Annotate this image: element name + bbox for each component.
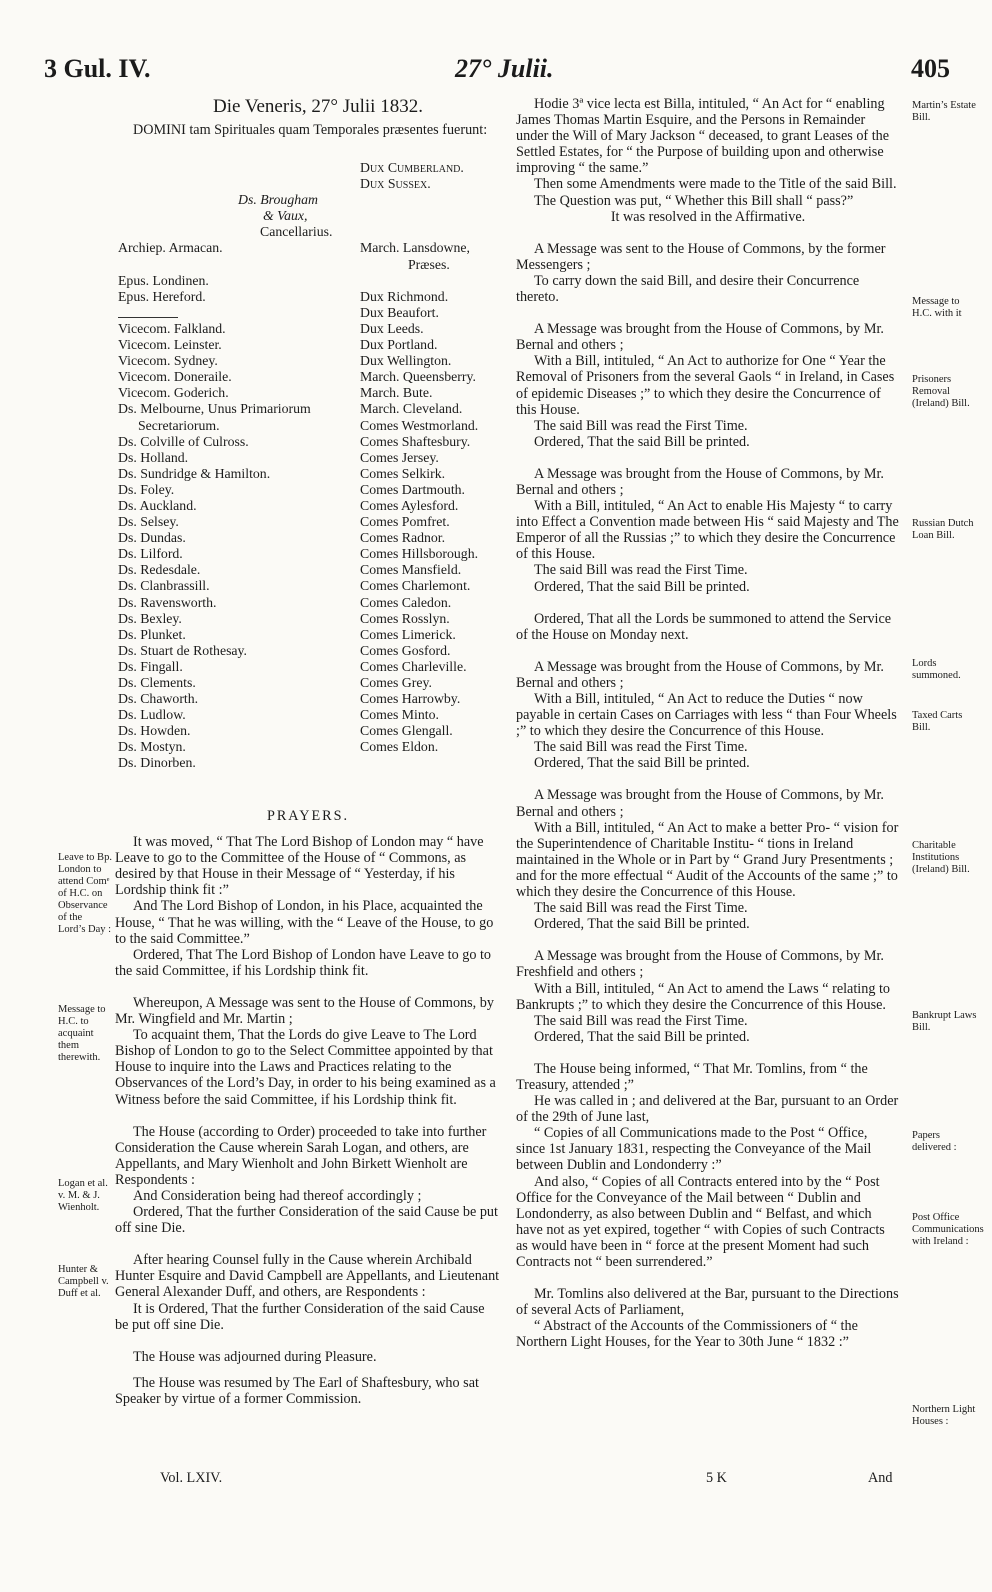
margin-note-taxed-carts: Taxed Carts Bill. bbox=[912, 710, 963, 733]
lord-top-1: Dux Cumberland. bbox=[360, 160, 464, 175]
lord-left: Ds. Selsey. bbox=[118, 514, 179, 530]
lord-right: March. Cleveland. bbox=[360, 401, 463, 417]
para-copies-contracts: And also, “ Copies of all Contracts entered into by the “ Post Office for the Conveyance of the Mail between “ Dublin and Londonderry, as also between Dublin and “ Belfast, and which have not as yet expired, together “ with Copies of such Contracts as would have been in “ force at the present Moment had such Contracts not “ been surrendered.” bbox=[516, 1173, 885, 1270]
lord-right: Comes Aylesford. bbox=[360, 497, 459, 513]
margin-note-charitable: Charitable Institutions (Ireland) Bill. bbox=[912, 840, 970, 875]
lord-left: Ds. Chaworth. bbox=[118, 691, 199, 707]
lord-left: Ds. Redesdale. bbox=[118, 562, 201, 578]
lord-left: Ds. Bexley. bbox=[118, 610, 182, 626]
para-martin-bill: Hodie 3ª vice lecta est Billa, intituled, “ An Act for “ enabling James Thomas Martin Esquire, and the Persons in Remainder under the Will of Mary Jackson “ deceased, to grant Leases of the Settled Estates, for “ the Purpose of building upon and otherwise improving “ the same.” bbox=[516, 96, 890, 177]
para-first-time-5: The said Bill was read the First Time. bbox=[534, 1012, 748, 1029]
lord-right: Comes Harrowby. bbox=[360, 691, 461, 707]
lord-right: March. Bute. bbox=[360, 385, 433, 401]
para-question-put: The Question was put, “ Whether this Bill shall “ pass?” bbox=[534, 192, 854, 209]
margin-note-logan: Logan et al. v. M. & J. Wienholt. bbox=[58, 1178, 108, 1213]
para-lords-summoned: Ordered, That all the Lords be summoned to attend the Service of the House on Monday next. bbox=[516, 610, 892, 643]
para-printed-1: Ordered, That the said Bill be printed. bbox=[534, 433, 750, 450]
lord-right: Dux Beaufort. bbox=[360, 304, 439, 320]
lord-right: Dux Portland. bbox=[360, 337, 438, 353]
lord-left: Epus. Hereford. bbox=[118, 288, 206, 304]
para-printed-4: Ordered, That the said Bill be printed. bbox=[534, 916, 750, 933]
lord-right: Comes Charleville. bbox=[360, 658, 467, 674]
header-left: 3 Gul. IV. bbox=[44, 54, 151, 83]
lord-right: Comes Caledon. bbox=[360, 594, 452, 610]
para-copies-communications: “ Copies of all Communications made to the Post “ Office, since 1st January 1831, respecting the Conveyance of the Mail between Dublin and Londonderry :” bbox=[516, 1125, 872, 1174]
lord-left: Vicecom. Sydney. bbox=[118, 353, 218, 369]
para-bill-prisoners: With a Bill, intituled, “ An Act to authorize for One “ Year the Removal of Prisoners from the several Gaols “ in Ireland, in Cases of epidemic Diseases ;” to which they desire the Concurrence of this House. bbox=[516, 353, 895, 418]
lord-right: March. Queensberry. bbox=[360, 369, 476, 385]
para-called-in: He was called in ; and delivered at the Bar, pursuant to an Order of the 29th of June last, bbox=[516, 1093, 899, 1126]
para-printed-2: Ordered, That the said Bill be printed. bbox=[534, 578, 750, 595]
para-moved: It was moved, “ That The Lord Bishop of London may “ have Leave to go to the Committee of the House of “ Commons, as desired by that House in their Message of “ Yesterday, if his Lordship think fit :” bbox=[115, 834, 484, 899]
margin-note-lords-summoned: Lords summoned. bbox=[912, 658, 961, 681]
lord-right: Comes Radnor. bbox=[360, 530, 446, 546]
lord-right: Comes Limerick. bbox=[360, 626, 456, 642]
margin-note-prisoners: Prisoners Removal (Ireland) Bill. bbox=[912, 374, 970, 409]
lord-left: Ds. Dinorben. bbox=[118, 755, 196, 771]
para-first-time-4: The said Bill was read the First Time. bbox=[534, 900, 748, 917]
para-hunter-ordered: It is Ordered, That the further Consideration of the said Cause be put off sine Die. bbox=[115, 1300, 485, 1333]
lord-right: Comes Jersey. bbox=[360, 449, 439, 465]
para-logan-cause: The House (according to Order) proceeded to take into further Consideration the Cause wherein Sarah Logan, and others, are Appellants, and Mary Wienholt and John Birkett Wienholt are Respondents : bbox=[115, 1123, 487, 1188]
para-logan-ordered: Ordered, That the further Consideration of the said Cause be put off sine Die. bbox=[115, 1204, 498, 1237]
lord-right: Comes Grey. bbox=[360, 675, 432, 690]
para-tomlins-informed: The House being informed, “ That Mr. Tomlins, from “ the Treasury, attended ;” bbox=[516, 1060, 868, 1093]
lord-left: Vicecom. Falkland. bbox=[118, 320, 226, 336]
margin-note-lighthouses: Northern Light Houses : bbox=[912, 1404, 976, 1427]
para-tomlins-delivered: Mr. Tomlins also delivered at the Bar, pursuant to the Directions of several Acts of Parliament, bbox=[516, 1286, 899, 1319]
margin-note-martin: Martin’s Estate Bill. bbox=[912, 100, 976, 123]
lord-left: Ds. Auckland. bbox=[118, 497, 197, 513]
para-adjourned: The House was adjourned during Pleasure. bbox=[133, 1348, 377, 1365]
lord-right: Dux Wellington. bbox=[360, 353, 452, 369]
lord-left: Archiep. Armacan. bbox=[118, 240, 223, 256]
para-bill-carts: With a Bill, intituled, “ An Act to reduce the Duties “ now payable in certain Cases on Carriages with less “ than Four Wheels ;” to which they desire the Concurrence of this House. bbox=[516, 691, 897, 740]
lord-right: Comes Mansfield. bbox=[360, 562, 462, 578]
lord-right: Comes Pomfret. bbox=[360, 514, 450, 530]
lord-left: Ds. Howden. bbox=[118, 723, 191, 739]
domini-line: DOMINI tam Spirituales quam Temporales præsentes fuerunt: bbox=[133, 122, 488, 138]
lord-top-2: Dux Sussex. bbox=[360, 176, 431, 192]
margin-note-message-hc: Message to H.C. to acquaint them therewith. bbox=[58, 1004, 106, 1063]
para-first-time-3: The said Bill was read the First Time. bbox=[534, 739, 748, 756]
lord-right: Comes Hillsborough. bbox=[360, 546, 479, 562]
para-bill-charitable: With a Bill, intituled, “ An Act to make a better Pro- “ vision for the Superintendence of Charitable Institu- “ tions in Ireland maintained in the Whole or in Part by “ Grand Jury Presentments ; and for the more effectual “ Audit of the Accounts of the same ;” to which they desire the Concurrence of this House. bbox=[516, 819, 899, 901]
para-message-russian: A Message was brought from the House of Commons, by Mr. Bernal and others ; bbox=[516, 465, 884, 498]
para-message-bankrupt: A Message was brought from the House of Commons, by Mr. Freshfield and others ; bbox=[516, 948, 884, 981]
margin-note-leave-bishop: Leave to Bp. London to attend Comᵉ of H.C. on Observance of the Lord’s Day : bbox=[58, 852, 112, 935]
lord-left: Ds. Foley. bbox=[118, 481, 175, 497]
lord-right: Dux Leeds. bbox=[360, 320, 424, 336]
para-resumed: The House was resumed by The Earl of Shaftesbury, who sat Speaker by virtue of a former Commission. bbox=[115, 1374, 479, 1407]
margin-note-message-with-it: Message to H.C. with it bbox=[912, 296, 962, 319]
lord-left: Ds. Holland. bbox=[118, 449, 189, 465]
para-bill-russian: With a Bill, intituled, “ An Act to enable His Majesty “ to carry into Effect a Convention made between His “ said Majesty and The Emperor of all the Russias ;” to which they desire the Concurrence of this House. bbox=[516, 498, 899, 563]
para-resolved: It was resolved in the Affirmative. bbox=[610, 208, 806, 225]
left-proceedings bbox=[115, 808, 501, 1407]
margin-note-russian: Russian Dutch Loan Bill. bbox=[912, 518, 974, 541]
lords-present-list bbox=[118, 160, 508, 772]
chancellor-title-2: & Vaux, bbox=[263, 208, 308, 224]
section-rule bbox=[118, 317, 178, 318]
para-message-carts: A Message was brought from the House of Commons, by Mr. Bernal and others ; bbox=[516, 658, 884, 691]
prayers-heading: PRAYERS. bbox=[266, 808, 350, 824]
lord-left: Ds. Clanbrassill. bbox=[118, 578, 210, 594]
volume-footer: Vol. LXIV. bbox=[160, 1470, 223, 1486]
lord-left: Ds. Colville of Culross. bbox=[118, 433, 249, 449]
catchword: And bbox=[868, 1470, 893, 1486]
para-first-time-2: The said Bill was read the First Time. bbox=[534, 562, 748, 579]
margin-note-papers: Papers delivered : bbox=[912, 1130, 957, 1153]
lord-right: Comes Glengall. bbox=[360, 723, 453, 739]
lord-right: Comes Rosslyn. bbox=[360, 610, 450, 626]
lord-right: Comes Westmorland. bbox=[360, 417, 479, 433]
header-center: 27° Julii. bbox=[455, 54, 554, 83]
lord-right: Comes Charlemont. bbox=[360, 578, 471, 594]
lord-right: Comes Minto. bbox=[360, 707, 439, 723]
para-abstract-lighthouses: “ Abstract of the Accounts of the Commissioners of “ the Northern Light Houses, for the Year to 30th June “ 1832 :” bbox=[516, 1318, 858, 1351]
lord-left: Vicecom. Goderich. bbox=[118, 385, 229, 401]
lord-left: Ds. Dundas. bbox=[118, 530, 186, 546]
lord-right: Comes Gosford. bbox=[360, 642, 451, 658]
lord-right: Dux Richmond. bbox=[360, 288, 449, 304]
para-printed-5: Ordered, That the said Bill be printed. bbox=[534, 1028, 750, 1045]
para-bill-bankrupt: With a Bill, intituled, “ An Act to amend the Laws “ relating to Bankrupts ;” to which they desire the Concurrence of this House. bbox=[516, 980, 891, 1013]
signature-mark: 5 K bbox=[706, 1470, 727, 1486]
para-message-charitable: A Message was brought from the House of Commons, by Mr. Bernal and others ; bbox=[516, 787, 884, 820]
para-consideration: And Consideration being had thereof accordingly ; bbox=[133, 1187, 422, 1204]
chancellor-name: Ds. Brougham bbox=[238, 192, 318, 208]
para-amendments: Then some Amendments were made to the Title of the said Bill. bbox=[534, 176, 897, 193]
lord-left: Ds. Mostyn. bbox=[118, 739, 186, 755]
margin-note-hunter: Hunter & Campbell v. Duff et al. bbox=[58, 1264, 109, 1299]
lord-left: Secretariorum. bbox=[138, 417, 220, 433]
para-acquaint: To acquaint them, That the Lords do give Leave to The Lord Bishop of London to go to the Select Committee appointed by that House to inquire into the Laws and Practices relating to the Observances of the Lord’s Day, in order to his being examined as a Witness before the said Committee, if his Lordship think fit. bbox=[115, 1027, 496, 1108]
lord-left: Vicecom. Doneraile. bbox=[118, 369, 232, 385]
margin-note-bankrupt: Bankrupt Laws Bill. bbox=[912, 1010, 977, 1033]
para-printed-3: Ordered, That the said Bill be printed. bbox=[534, 755, 750, 772]
lord-right: Comes Eldon. bbox=[360, 739, 439, 755]
lord-left: Ds. Ludlow. bbox=[118, 707, 186, 723]
lord-left: Ds. Stuart de Rothesay. bbox=[118, 642, 248, 658]
page-number: 405 bbox=[911, 54, 950, 83]
para-message-sent: Whereupon, A Message was sent to the House of Commons, by Mr. Wingfield and Mr. Martin ; bbox=[115, 994, 494, 1028]
lord-right: Præses. bbox=[408, 256, 450, 272]
para-ordered-leave: Ordered, That The Lord Bishop of London have Leave to go to the said Committee, if his Lordship think fit. bbox=[115, 946, 492, 979]
lord-left: Ds. Ravensworth. bbox=[118, 594, 217, 610]
lord-left: Ds. Sundridge & Hamilton. bbox=[118, 465, 271, 481]
lord-left: Ds. Clements. bbox=[118, 675, 196, 690]
day-title: Die Veneris, 27° Julii 1832. bbox=[213, 96, 423, 117]
lord-left: Ds. Melbourne, Unus Primariorum bbox=[118, 401, 311, 417]
para-message-sent-martin: A Message was sent to the House of Commons, by the former Messengers ; bbox=[516, 240, 886, 273]
left-column bbox=[115, 96, 501, 138]
lord-left: Ds. Lilford. bbox=[118, 546, 183, 562]
lord-right: Comes Selkirk. bbox=[360, 465, 446, 481]
lord-right: Comes Shaftesbury. bbox=[360, 433, 471, 449]
lord-left: Ds. Fingall. bbox=[118, 658, 183, 674]
margin-note-post-office: Post Office Communications with Ireland : bbox=[912, 1212, 984, 1247]
lord-left: Epus. Londinen. bbox=[118, 272, 209, 288]
chancellor-office: Cancellarius. bbox=[260, 224, 333, 240]
lord-left: Ds. Plunket. bbox=[118, 626, 186, 642]
para-carry-down: To carry down the said Bill, and desire their Concurrence thereto. bbox=[516, 272, 860, 306]
lord-right: March. Lansdowne, bbox=[360, 240, 470, 256]
lord-right: Comes Dartmouth. bbox=[360, 481, 465, 497]
para-first-time-1: The said Bill was read the First Time. bbox=[534, 417, 748, 434]
para-bishop-place: And The Lord Bishop of London, in his Place, acquainted the House, “ That he was willing, with the “ Leave of the House, to go to the said Committee.” bbox=[115, 898, 494, 947]
lord-left: Vicecom. Leinster. bbox=[118, 337, 222, 353]
para-hunter-cause: After hearing Counsel fully in the Cause wherein Archibald Hunter Esquire and David Campbell are Appellants, and Lieutenant General Alexander Duff, and others, are Respondents : bbox=[115, 1252, 500, 1301]
right-column bbox=[516, 96, 900, 1350]
para-message-prisoners: A Message was brought from the House of Commons, by Mr. Bernal and others ; bbox=[516, 321, 884, 354]
